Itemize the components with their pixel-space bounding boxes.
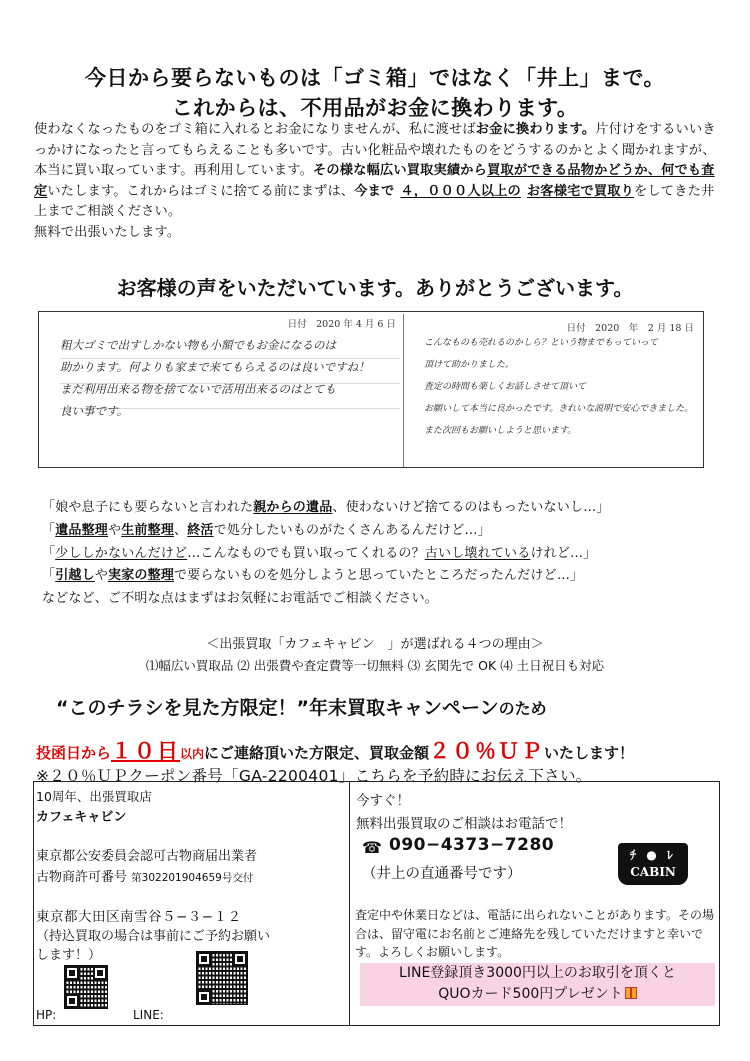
voice-left-date: 日付 2020 年 4 月 6 日 <box>287 319 396 330</box>
cabin-logo <box>618 843 688 885</box>
voice-cards-divider <box>403 314 404 467</box>
intro-paragraph <box>34 120 724 244</box>
voice-left-line: まだ利用出来る物を捨てないで活用出来るのはとても <box>60 382 336 396</box>
absence-note: 査定中や休業日などは、電話に出られないことがあります。その場合は、留守電にお名前とご連絡先を残していただけますと幸いです。よろしくお願いします。 <box>355 908 715 959</box>
voice-left-line: 粗大ゴミで出すしかない物も小額でもお金になるのは <box>60 338 336 352</box>
voice-right-line: こんなものも売れるのかしら？という物までもっていって <box>424 338 659 348</box>
line-qr-code[interactable] <box>196 951 248 1005</box>
intro-emphasis: 今まで <box>354 183 395 199</box>
reasons-list: ⑴幅広い買取品 ⑵ 出張費や査定費等一切無料 ⑶ 玄関先で OK ⑷ 土日祝日も対応 <box>145 658 605 673</box>
quote-line: 「少ししかないんだけど…こんなものでも買い取ってくれるの？古いし壊れているけれど…」 <box>42 545 597 561</box>
phone-note: （井上の直通番号です） <box>362 866 522 882</box>
intro-emphasis-underlined: 買取ができる品物かどうか、何でも査定 <box>34 163 715 199</box>
cabin-logo-text: CABIN <box>630 865 676 879</box>
contact-free: 無料出張買取のご相談はお電話で！ <box>356 816 572 832</box>
customer-count: ４，０００人以上の <box>400 183 521 199</box>
intro-emphasis-underlined: お客様宅で買取り <box>526 183 635 199</box>
intro-text: 片付けをするいいきっかけになったと言ってもらえることも多いです。古い化粧品や壊れたものをどうするのかとよく聞かれますが、本当に買い取っています。再利用しています。 <box>34 122 716 179</box>
intro-text: 使わなくなったものをゴミ箱に入れるとお金になりませんが、私に渡せば <box>34 122 476 137</box>
customer-quotes <box>42 497 722 611</box>
intro-text: いたします。これからはゴミに捨てる前にまずは、 <box>47 183 355 199</box>
line-promo-banner <box>360 963 715 1006</box>
intro-emphasis: その様な幅広い買取実績から <box>313 163 488 179</box>
quote-line: 「遺品整理や生前整理、終活で処分したいものがたくさんあるんだけど…」 <box>42 522 491 538</box>
line-label: LINE: <box>133 1008 164 1022</box>
voice-right-line: また次回もお願いしようと思います。 <box>424 426 577 436</box>
intro-emphasis: お金に換わります。 <box>475 122 596 137</box>
line-promo-line2: QUOカード500円プレゼント <box>360 984 715 1005</box>
gift-icon <box>625 987 637 999</box>
phone-icon: ☎ <box>362 838 382 857</box>
headline-line1: 今日から要らないものは「ゴミ箱」ではなく「井上」まで。 <box>84 66 666 90</box>
line-promo-line1: LINE登録頂き3000円以上のお取引を頂くと <box>399 965 676 981</box>
voice-right-line: お願いして本当に良かったです。きれいな説明で安心できました。 <box>424 404 694 414</box>
address-note-1: （持込買取の場合は事前にご予約お願い <box>36 929 271 944</box>
phone-number[interactable]: 090−4373−7280 <box>389 835 555 855</box>
voices-title: お客様の声をいただいています。ありがとうございます。 <box>116 276 634 300</box>
quote-closing: などなど、ご不明な点はまずはお気軽にお電話でご相談ください。 <box>42 591 439 607</box>
license-line2: 古物商許可番号 第302201904659号交付 <box>36 870 254 885</box>
reasons-title: ＜出張買取「カフェキャビン 」が選ばれる４つの理由＞ <box>206 637 544 652</box>
campaign-offer: 投函日から１０日以内にご連絡頂いた方限定、買取金額２０％ＵＰいたします！ <box>36 739 635 763</box>
voice-card-right <box>408 314 702 464</box>
intro-text: をしてきた井上までご相談ください。 <box>34 183 715 220</box>
voice-right-date: 日付 2020 年 2 月 18 日 <box>566 323 694 334</box>
campaign-heading <box>56 693 547 720</box>
license-line1: 東京都公安委員会認可古物商届出業者 <box>36 849 258 864</box>
contact-now: 今すぐ！ <box>356 793 410 809</box>
shop-address: 東京都大田区南雪谷５−３−１２ <box>36 909 242 925</box>
campaign-title-tail: のため <box>498 699 547 718</box>
voice-left-line: 助かります。何よりも家まで来てもらえるのは良いですね！ <box>60 360 370 374</box>
quote-line: 「引越しや実家の整理で要らないものを処分しようと思っていたところだったんだけど…」 <box>42 568 584 584</box>
shop-name: カフェキャビン <box>36 810 127 825</box>
hp-qr-code[interactable] <box>64 965 108 1009</box>
cutlery-icon: ﾁ ● ﾚ <box>630 848 676 862</box>
voice-right-line: 頂けて助かりました。 <box>424 360 515 370</box>
shop-tagline: 10周年、出張買取店 <box>36 789 152 804</box>
address-note-2: します！） <box>36 948 102 963</box>
hp-label: HP: <box>36 1008 57 1022</box>
quote-line: 「娘や息子にも要らないと言われた親からの遺品、使わないけど捨てるのはもったいないし…」 <box>42 500 610 515</box>
voice-left-line: 良い事です。 <box>60 404 129 418</box>
headline-line2: これからは、不用品がお金に換わります。 <box>171 96 579 120</box>
coupon-note: ※２０％ＵＰクーポン番号「GA-2200401」こちらを予約時にお伝え下さい。 <box>36 767 592 785</box>
campaign-title: “このチラシを見た方限定！”年末買取キャンペーン <box>56 697 499 719</box>
voice-card-left <box>42 314 400 464</box>
free-visit-note: 無料で出張いたします。 <box>34 224 181 240</box>
voice-right-line: 査定の時間も楽しくお話しさせて頂いて <box>424 382 587 392</box>
info-box-divider <box>349 782 350 1025</box>
